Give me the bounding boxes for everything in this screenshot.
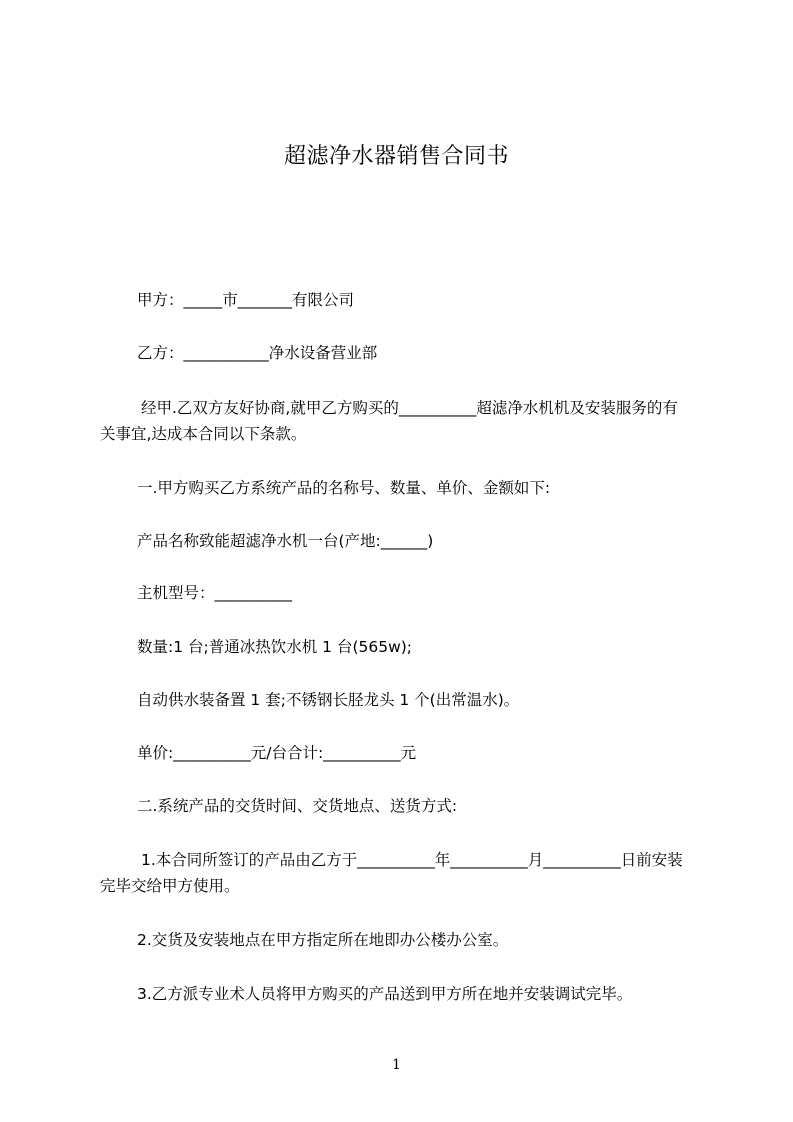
model-line: 主机型号：__________ bbox=[137, 584, 293, 602]
accessories-line: 自动供水装备置 1 套;不锈钢长胫龙头 1 个(出常温水)。 bbox=[137, 691, 520, 709]
preamble-line-1: 经甲.乙双方友好协商,就甲乙方购买的__________超滤净水机机及安装服务的有 bbox=[141, 399, 678, 417]
product-name-line: 产品名称致能超滤净水机一台(产地:______) bbox=[137, 532, 434, 550]
party-a-line: 甲方：_____市_______有限公司 bbox=[137, 291, 355, 309]
party-b-line: 乙方：___________净水设备营业部 bbox=[137, 344, 378, 362]
price-line: 单价:__________元/台合计:__________元 bbox=[137, 744, 417, 762]
clause-2-3: 3.乙方派专业术人员将甲方购买的产品送到甲方所在地并安装调试完毕。 bbox=[137, 985, 633, 1003]
quantity-line: 数量:1 台;普通冰热饮水机 1 台(565w); bbox=[137, 638, 413, 656]
preamble-line-2: 关事宜,达成本合同以下条款。 bbox=[100, 425, 307, 443]
section-2-heading: 二.系统产品的交货时间、交货地点、送货方式: bbox=[137, 797, 458, 815]
section-1-heading: 一.甲方购买乙方系统产品的名称号、数量、单价、金额如下: bbox=[137, 479, 551, 497]
clause-2-1-line-2: 完毕交给甲方使用。 bbox=[100, 877, 240, 895]
clause-2-2: 2.交货及安装地点在甲方指定所在地即办公楼办公室。 bbox=[137, 931, 509, 949]
page-number: 1 bbox=[392, 1057, 401, 1073]
clause-2-1-line-1: 1.本合同所签订的产品由乙方于__________年__________月__________日前安装 bbox=[141, 851, 683, 869]
document-title: 超滤净水器销售合同书 bbox=[283, 144, 509, 169]
